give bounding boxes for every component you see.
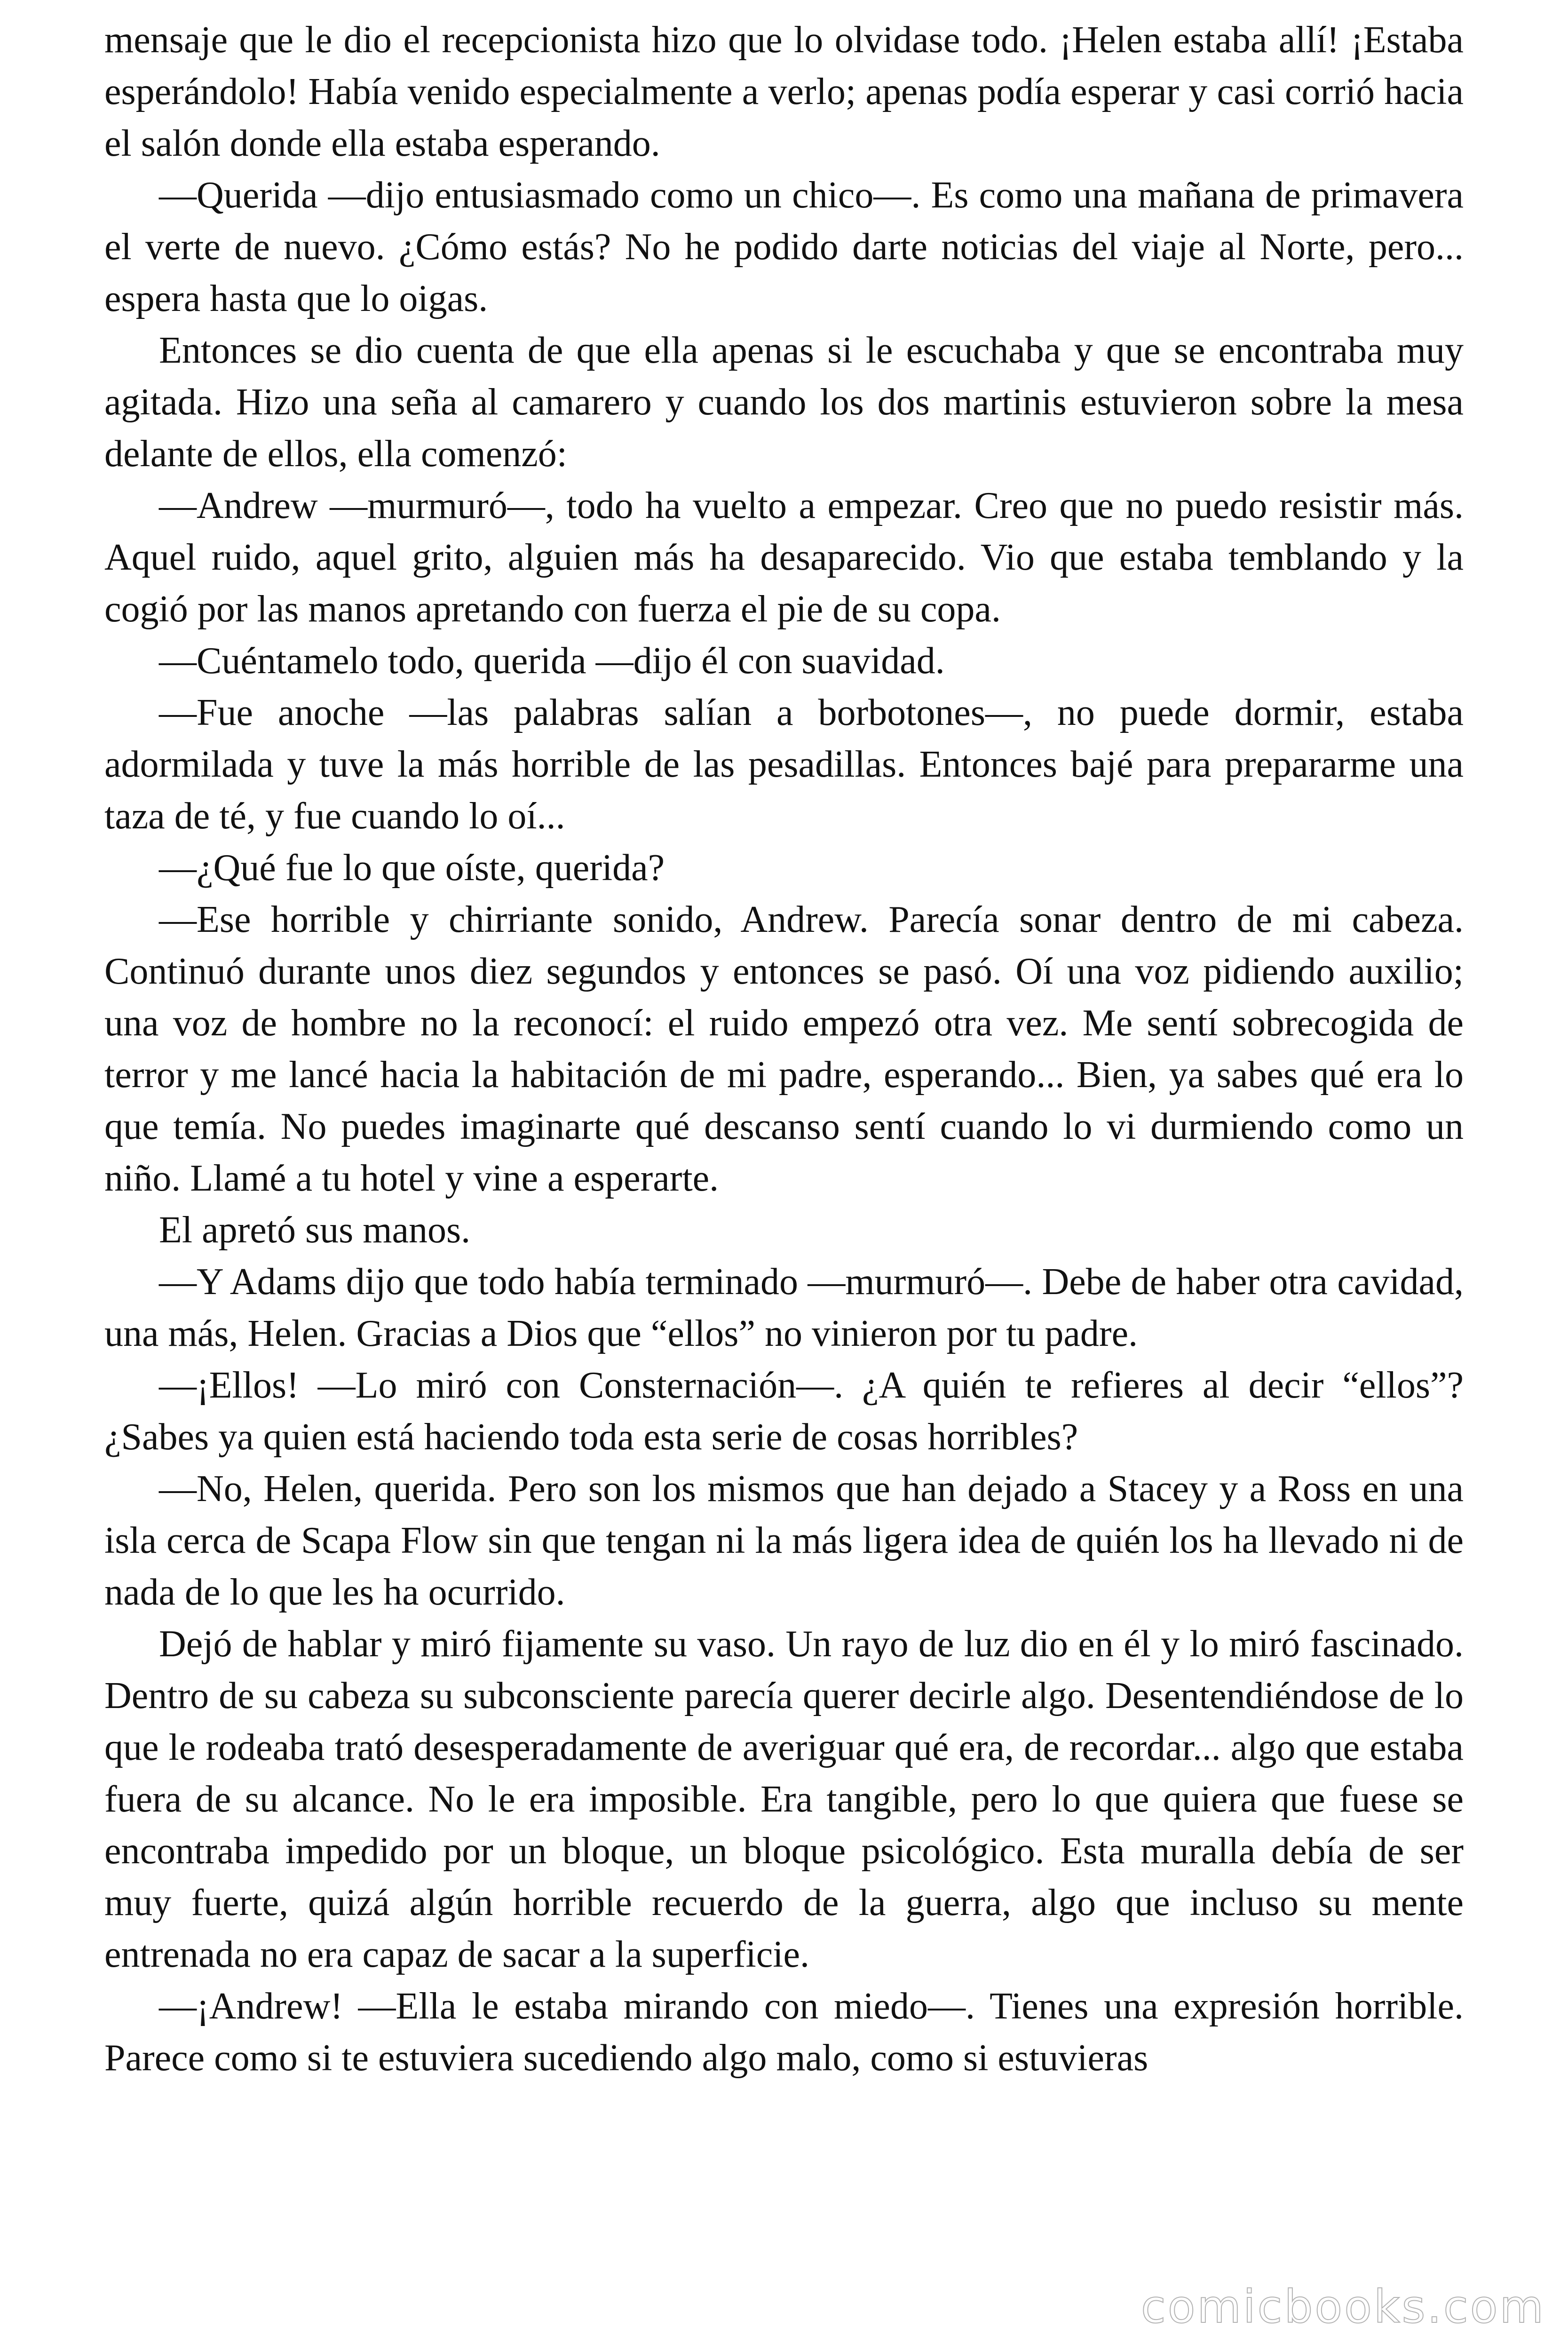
- paragraph: mensaje que le dio el recepcionista hizo que lo olvidase todo. ¡Helen estaba allí! ¡Estaba esperándolo! Había venido especialmente a verlo; apenas podía esperar y casi corrió hacia el salón donde ella estaba esperando.: [104, 19, 1464, 164]
- paragraph: —Querida —dijo entusiasmado como un chico—. Es como una mañana de primavera el verte de nuevo. ¿Cómo estás? No he podido darte noticias del viaje al Norte, pero... espera hasta que lo oigas.: [104, 175, 1464, 319]
- paragraph: —No, Helen, querida. Pero son los mismos que han dejado a Stacey y a Ross en una isla cerca de Scapa Flow sin que tengan ni la más ligera idea de quién los ha llevado ni de nada de lo que les ha ocurrido.: [104, 1468, 1464, 1613]
- paragraph: —Ese horrible y chirriante sonido, Andrew. Parecía sonar dentro de mi cabeza. Continuó durante unos diez segundos y entonces se pasó. Oí una voz pidiendo auxilio; una voz de hombre no la reconocí: el ruido empezó otra vez. Me sentí sobrecogida de terror y me lancé hacia la habitación de mi padre, esperando... Bien, ya sabes qué era lo que temía. No puedes imaginarte qué descanso sentí cuando lo vi durmiendo como un niño. Llamé a tu hotel y vine a esperarte.: [104, 899, 1464, 1199]
- paragraph: El apretó sus manos.: [159, 1209, 471, 1251]
- paragraph: —Fue anoche —las palabras salían a borbotones—, no puede dormir, estaba adormilada y tuve la más horrible de las pesadillas. Entonces bajé para prepararme una taza de té, y fue cuando lo oí...: [104, 692, 1464, 837]
- paragraph: Entonces se dio cuenta de que ella apenas si le escuchaba y que se encontraba muy agitada. Hizo una seña al camarero y cuando los dos martinis estuvieron sobre la mesa delante de ellos, ella comenzó:: [104, 330, 1464, 475]
- paragraph: —Cuéntamelo todo, querida —dijo él con suavidad.: [159, 640, 945, 682]
- watermark: comicbooks.com: [1140, 2280, 1545, 2333]
- paragraph: —¿Qué fue lo que oíste, querida?: [159, 847, 665, 889]
- paragraph: —¡Ellos! —Lo miró con Consternación—. ¿A quién te refieres al decir “ellos”? ¿Sabes ya quien está haciendo toda esta serie de cosas horribles?: [104, 1365, 1464, 1458]
- book-page-text: [104, 14, 1464, 2084]
- paragraph: —Andrew —murmuró—, todo ha vuelto a empezar. Creo que no puedo resistir más. Aquel ruido, aquel grito, alguien más ha desaparecido. Vio que estaba temblando y la cogió por las manos apretando con fuerza el pie de su copa.: [104, 485, 1464, 630]
- paragraph: Dejó de hablar y miró fijamente su vaso. Un rayo de luz dio en él y lo miró fascinado. Dentro de su cabeza su subconsciente parecía querer decirle algo. Desentendiéndose de lo que le rodeaba trató desesperadamente de averiguar qué era, de recordar... algo que estaba fuera de su alcance. No le era imposible. Era tangible, pero lo que quiera que fuese se encontraba impedido por un bloque, un bloque psicológico. Esta muralla debía de ser muy fuerte, quizá algún horrible recuerdo de la guerra, algo que incluso su mente entrenada no era capaz de sacar a la superficie.: [104, 1623, 1464, 1975]
- paragraph: —Y Adams dijo que todo había terminado —murmuró—. Debe de haber otra cavidad, una más, Helen. Gracias a Dios que “ellos” no vinieron por tu padre.: [104, 1261, 1464, 1354]
- paragraph: —¡Andrew! —Ella le estaba mirando con miedo—. Tienes una expresión horrible. Parece como si te estuviera sucediendo algo malo, como si estuvieras: [104, 1986, 1464, 2079]
